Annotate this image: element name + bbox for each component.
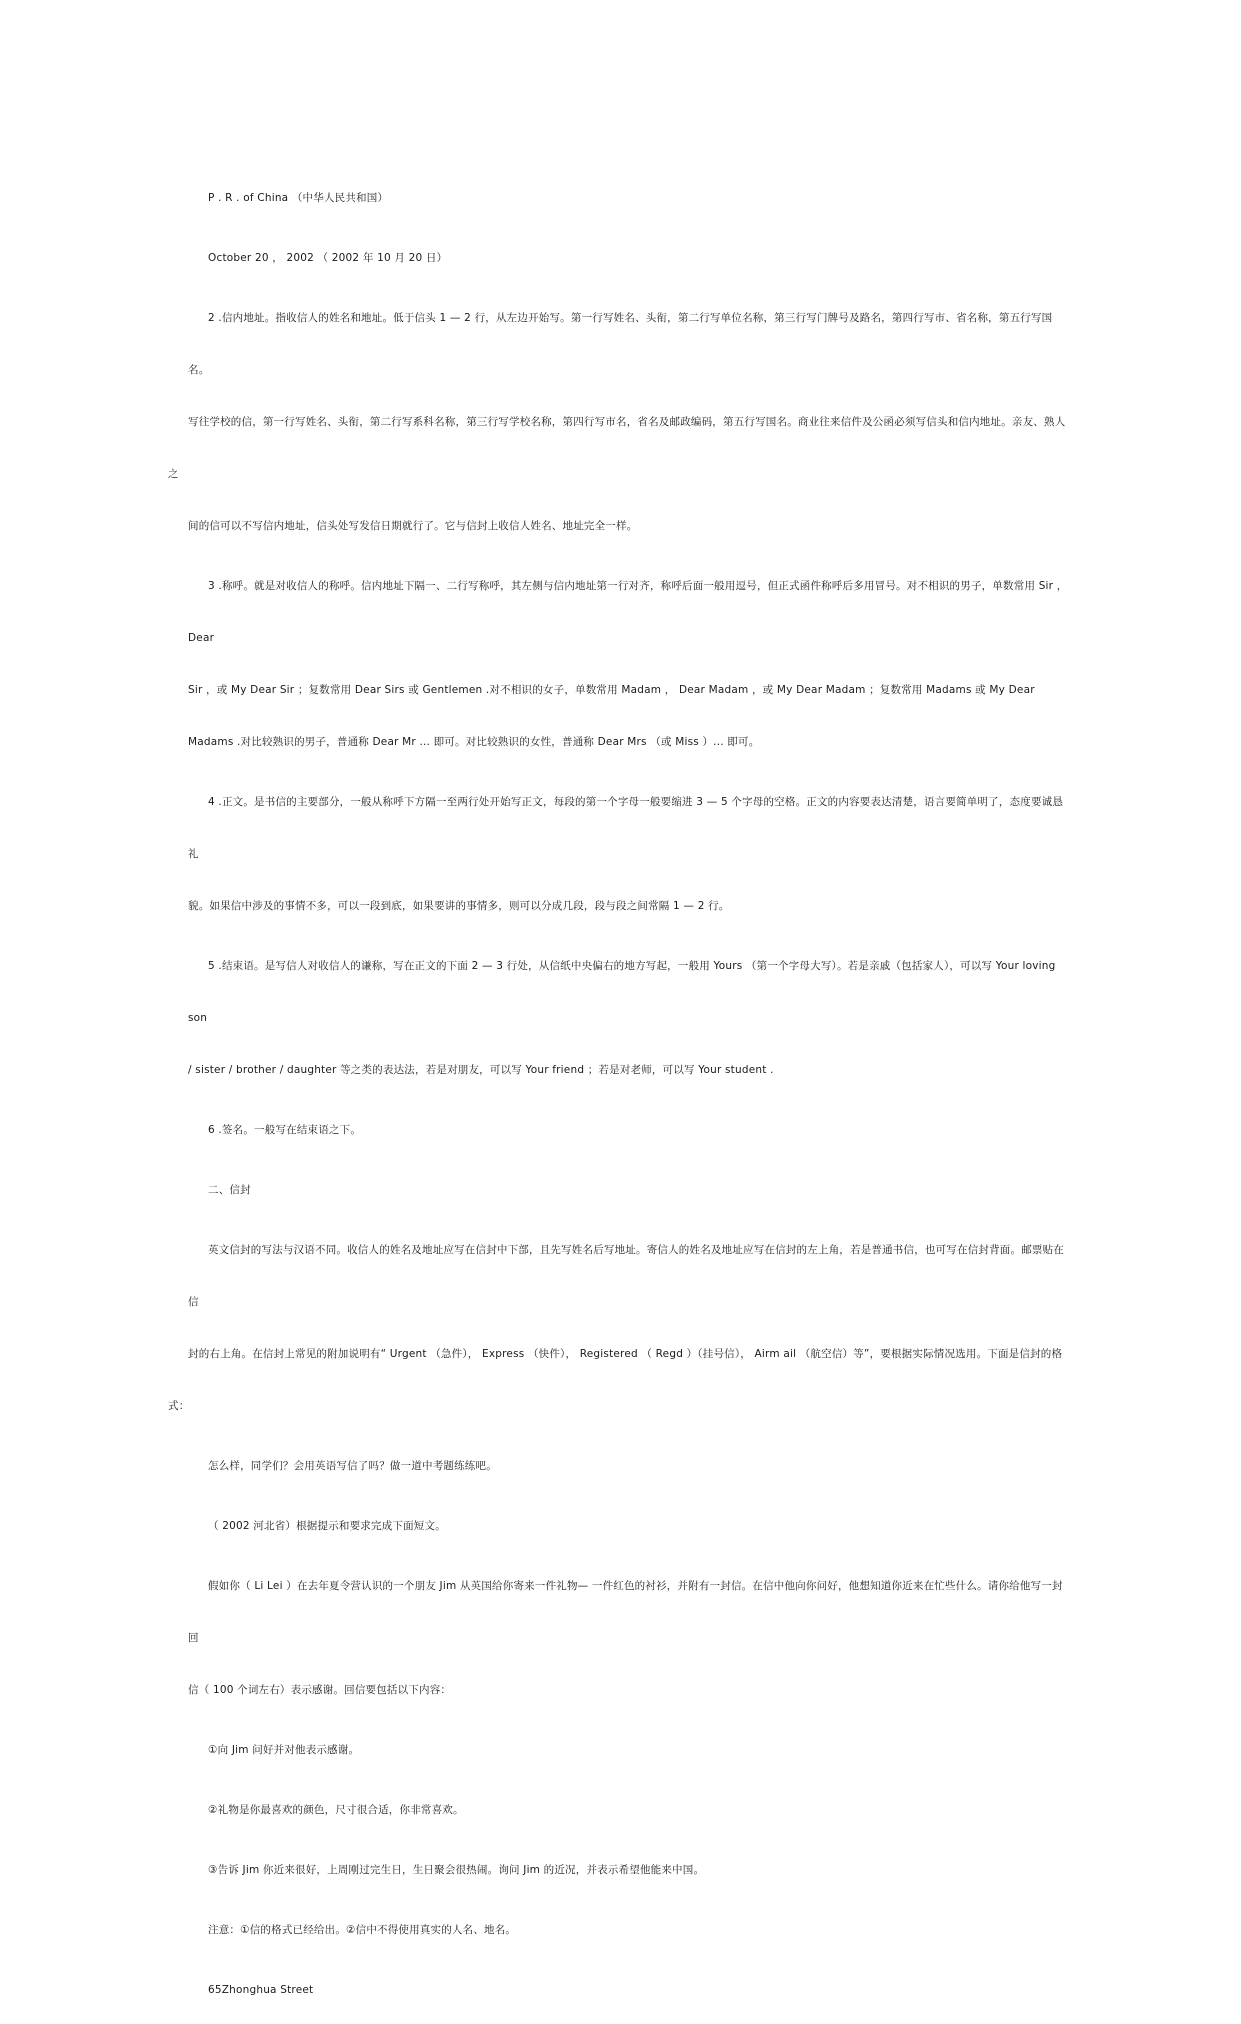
text-line: ②礼物是你最喜欢的颜色，尺寸很合适，你非常喜欢。 [208, 1804, 464, 1816]
paragraph-point-3 [188, 1844, 1068, 1896]
text-line: 4 .正文。是书信的主要部分，一般从称呼下方隔一至两行处开始写正文，每段的第一个字母一般要缩进 3 — 5 个字母的空格。正文的内容要表达清楚，语言要简单明了，态度要诚恳礼 [188, 796, 1064, 860]
text-line: 65Zhonghua Street [208, 1984, 314, 1996]
text-line: 5 .结束语。是写信人对收信人的谦称，写在正文的下面 2 — 3 行处，从信纸中央偏右的地方写起，一般用 Yours （第一个字母大写）。若是亲戚（包括家人），可以写 Your loving son [188, 960, 1056, 1024]
paragraph-salutation [188, 560, 1068, 768]
text-line: Madams .对比较熟识的男子，普通称 Dear Mr ... 即可。对比较熟识的女性，普通称 Dear Mrs （或 Miss ）... 即可。 [188, 736, 760, 748]
text-line: 二、信封 [208, 1184, 251, 1196]
text-line: 注意：①信的格式已经给出。②信中不得使用真实的人名、地名。 [208, 1924, 517, 1936]
text-line: October 20 ， 2002 （ 2002 年 10 月 20 日） [208, 252, 448, 264]
text-line: ③告诉 Jim 你近来很好，上周刚过完生日，生日聚会很热闹。询问 Jim 的近况，并表示希望他能来中国。 [208, 1864, 705, 1876]
paragraph-point-1 [188, 1724, 1068, 1776]
paragraph-envelope [168, 1224, 1068, 1432]
text-line: ①向 Jim 问好并对他表示感谢。 [208, 1744, 360, 1756]
paragraph-prompt [188, 1560, 1068, 1716]
paragraph-inside-address [168, 292, 1068, 552]
section-heading-envelope [188, 1164, 1068, 1216]
text-line: 2 .信内地址。指收信人的姓名和地址。低于信头 1 — 2 行，从左边开始写。第一行写姓名、头衔，第二行写单位名称，第三行写门牌号及路名，第四行写市、省名称，第五行写国名。 [188, 312, 1053, 376]
text-line: 信（ 100 个词左右）表示感谢。回信要包括以下内容： [188, 1684, 452, 1696]
paragraph-signature [188, 1104, 1068, 1156]
paragraph-exam-title [188, 1500, 1068, 1552]
text-line: 貌。如果信中涉及的事情不多，可以一段到底，如果要讲的事情多，则可以分成几段，段与段之间常隔 1 — 2 行。 [188, 900, 730, 912]
text-line: 写往学校的信，第一行写姓名、头衔，第二行写系科名称，第三行写学校名称，第四行写市名，省名及邮政编码，第五行写国名。商业往来信件及公函必须写信头和信内地址。亲友、熟人之 [168, 416, 1066, 480]
paragraph-address [188, 1964, 1068, 2016]
paragraph-country [188, 172, 1068, 224]
text-line: Sir ，或 My Dear Sir ；复数常用 Dear Sirs 或 Gentlemen .对不相识的女子，单数常用 Madam ， Dear Madam ，或 My Dear Madam ；复数常用 Madams 或 My Dear [188, 684, 1035, 696]
text-line: 怎么样，同学们？会用英语写信了吗？做一道中考题练练吧。 [208, 1460, 497, 1472]
paragraph-question [188, 1440, 1068, 1492]
text-line: / sister / brother / daughter 等之类的表达法，若是对朋友，可以写 Your friend ；若是对老师，可以写 Your student . [188, 1064, 774, 1076]
text-line: 间的信可以不写信内地址，信头处写发信日期就行了。它与信封上收信人姓名、地址完全一样。 [188, 520, 638, 532]
text-line: P . R . of China （中华人民共和国） [208, 192, 389, 204]
paragraph-date [188, 232, 1068, 284]
text-line: 假如你（ Li Lei ）在去年夏令营认识的一个朋友 Jim 从英国给你寄来一件礼物— 一件红色的衬衫，并附有一封信。在信中他向你问好，他想知道你近来在忙些什么。请你给他写一封回 [188, 1580, 1063, 1644]
paragraph-body [188, 776, 1068, 932]
text-line: 封的右上角。在信封上常见的附加说明有“ Urgent （急件）， Express （快件）， Registered （ Regd ）（挂号信）， Airm ail （航空信）等”，要根据实际情况选用。下面是信封的格式： [168, 1348, 1063, 1412]
text-line: （ 2002 河北省）根据提示和要求完成下面短文。 [208, 1520, 446, 1532]
paragraph-point-2 [188, 1784, 1068, 1836]
text-line: 6 .签名。一般写在结束语之下。 [208, 1124, 362, 1136]
document-page [168, 172, 1068, 2024]
text-line: 3 .称呼。就是对收信人的称呼。信内地址下隔一、二行写称呼，其左侧与信内地址第一行对齐，称呼后面一般用逗号，但正式函件称呼后多用冒号。对不相识的男子，单数常用 Sir ， Dear [188, 580, 1068, 644]
text-line: 英文信封的写法与汉语不同。收信人的姓名及地址应写在信封中下部，且先写姓名后写地址。寄信人的姓名及地址应写在信封的左上角，若是普通书信，也可写在信封背面。邮票贴在信 [188, 1244, 1064, 1308]
paragraph-closing [188, 940, 1068, 1096]
paragraph-notes [188, 1904, 1068, 1956]
